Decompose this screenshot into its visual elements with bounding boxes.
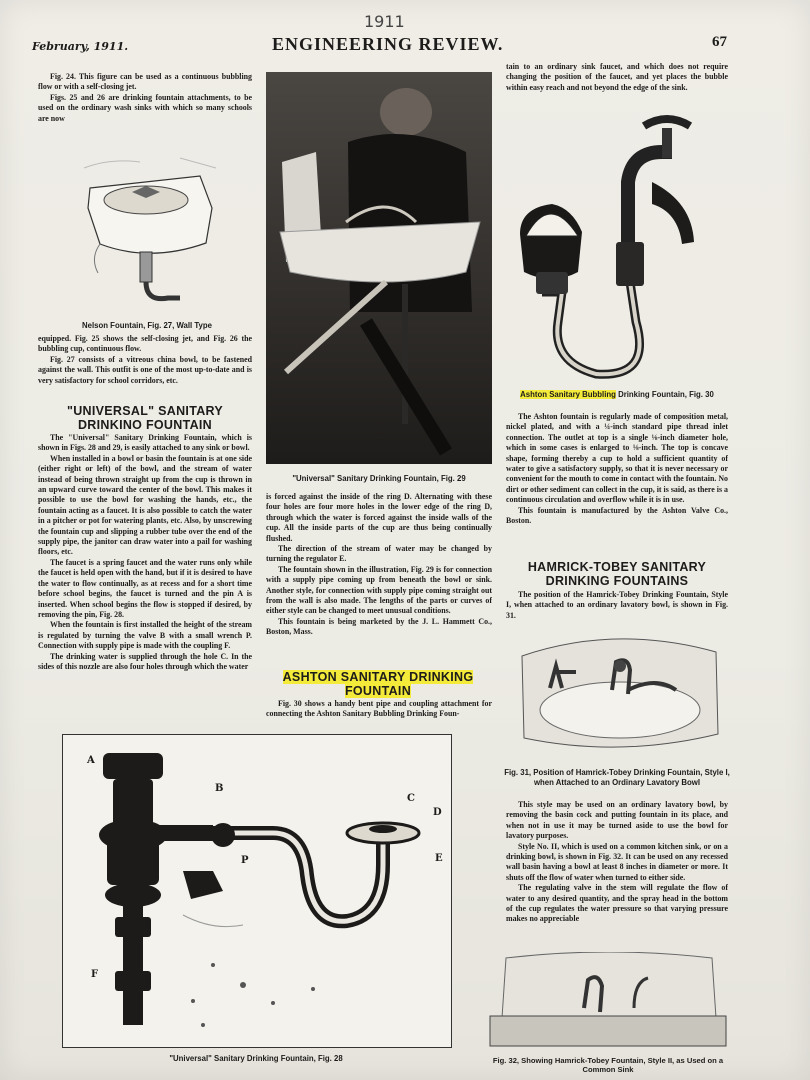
common-sink-illustration <box>484 952 732 1056</box>
paragraph: The direction of the stream of water may be changed by turning the regulator E. <box>266 544 492 564</box>
paragraph: is forced against the inside of the ring D. Alternating with these four holes are four more holes in the lower edge of the ring D, through which the water is forced against the inside walls of the cup. All the inside parts of the cup are thus being continually flushed. <box>266 492 492 543</box>
fig28-caption: "Universal" Sanitary Drinking Fountain, Fig. 28 <box>169 1054 343 1063</box>
boy-drinking-photo <box>266 72 492 464</box>
col3-hamrick-text <box>506 590 728 624</box>
universal-heading: "UNIVERSAL" SANITARY DRINKINO FOUNTAIN <box>66 404 224 432</box>
fig30-caption-highlight: Ashton Sanitary Bubbling <box>520 390 616 399</box>
label-e: E <box>435 853 443 864</box>
paragraph: The drinking water is supplied through the hole C. In the sides of this nozzle are also four holes through which the water <box>38 651 252 671</box>
universal-fountain-diagram <box>63 735 451 1047</box>
issue-date: February, 1911. <box>32 40 129 53</box>
col1-universal-text <box>38 433 252 721</box>
fig29-caption: "Universal" Sanitary Drinking Fountain, Fig. 29 <box>292 474 466 483</box>
paragraph: When installed in a bowl or basin the fountain is at one side (either right or left) of the bowl, and the stream of water instead of being thrown straight up from the cup is thrown in an upward curve toward the center of the bowl. This makes it possible to use the bowl for washing the hands, etc., the fountain acting as a faucet. It is also possible to catch the water in a pitcher or pot for watering plants, etc. Also, by unscrewing the fountain cup and slipping a rubber tube over the end of the supply pipe, the janitor can draw water into a pail for washing floors, etc. <box>38 453 252 557</box>
paragraph: Figs. 25 and 26 are drinking fountain attachments, to be used on the ordinary wash sinks with which so many schools are now <box>38 92 252 123</box>
label-p: P <box>241 855 249 866</box>
paragraph: tain to an ordinary sink faucet, and which does not require changing the position of the faucet, and yet places the bubble within easy reach and not beyond the edge of the sink. <box>506 62 728 92</box>
fig29-photo <box>266 72 492 464</box>
paragraph: This style may be used on an ordinary lavatory bowl, by removing the basin cock and putting fountain in its place, and when not in use it may be turned aside to use the bowl for lavatory purposes. <box>506 800 728 841</box>
handwritten-year: 1911 <box>364 12 405 31</box>
paragraph: Fig. 24. This figure can be used as a continuous bubbling flow or with a self-closing jet. <box>38 72 252 92</box>
fig30-caption-rest: Drinking Fountain, Fig. 30 <box>615 390 714 399</box>
nelson-fountain-figure <box>80 148 220 310</box>
ashton-heading-text: ASHTON SANITARY DRINKING FOUNTAIN <box>282 670 474 698</box>
fig30-figure <box>512 112 726 388</box>
paragraph: The fountain shown in the illustration, Fig. 29 is for connection with a supply pipe coming up from beneath the bowl or sink. Another style, for connection with supply pipe coming straight out from the wall is also made. The lengths of the parts or curves of either style can be changed to meet unusual conditions. <box>266 564 492 616</box>
fig30-caption <box>500 390 734 400</box>
col3-after-fig31 <box>506 800 728 950</box>
paragraph: The Ashton fountain is regularly made of composition metal, nickel plated, and with a ¼-inch standard pipe thread inlet connection. The outlet at top is a single ⅛-inch diameter hole, which in some cases is enlarged to ⅛-inch. The top is concave shape, forming thereby a cup to hold a sufficient quantity of water to give a satisfactory supply, so that it is never necessary or convenient for the mouth to come in contact with the fountain. No dirt or other sediment can collect in the cup, it is said, as there is a continuous circulation and overflow while it is in use. <box>506 412 728 505</box>
col2-text <box>266 492 492 658</box>
paragraph: The faucet is a spring faucet and the water runs only while the faucet is held open with the hand, but if it is desired to have the water to flow continually, as at recess and for a short time before school begins, the faucet is turned and the pin A is inserted. When school begins the flow is stopped if desired, by removing the pin, Fig. 28. <box>38 557 252 619</box>
paragraph: Fig. 30 shows a handy bent pipe and coupling attachment for connecting the Ashton Sanitary Bubbling Drinking Foun- <box>266 699 492 719</box>
fig27-caption: Nelson Fountain, Fig. 27, Wall Type <box>82 321 212 330</box>
paragraph: Style No. II, which is used on a common kitchen sink, or on a drinking bowl, is shown in Fig. 32. It can be used on any recessed wall basin having a bowl at least 8 inches in diameter or more. It shuts off the flow of water when turned to either side. <box>506 841 728 882</box>
paragraph: The position of the Hamrick-Tobey Drinking Fountain, Style I, when attached to an ordinary lavatory bowl, is shown in Fig. 31. <box>506 590 728 620</box>
paragraph: The "Universal" Sanitary Drinking Fountain, which is shown in Figs. 28 and 29, is easily attached to any sink or bowl. <box>38 433 252 453</box>
fig31-figure <box>516 626 722 756</box>
label-f: F <box>91 969 99 980</box>
fig28-figure <box>62 734 452 1048</box>
col2-ashton-text <box>266 699 492 731</box>
label-b: B <box>215 783 224 794</box>
label-c: C <box>407 793 415 804</box>
journal-title: ENGINEERING REVIEW. <box>272 34 504 54</box>
label-a: A <box>87 755 95 766</box>
ashton-fountain-illustration <box>512 112 726 388</box>
page-number: 67 <box>712 34 727 50</box>
fig32-figure <box>484 952 732 1056</box>
paragraph: The regulating valve in the stem will regulate the flow of water to any desired quantity, and the spray head in the bottom of the cup regulates the water pressure so that varying pressure makes no appreciable <box>506 883 728 924</box>
wall-sink-illustration <box>80 148 220 310</box>
paragraph: Fig. 27 consists of a vitreous china bowl, to be fastened against the wall. This outfit is one of the most up-to-date and is very satisfactory for school corridors, etc. <box>38 354 252 385</box>
label-d: D <box>433 807 442 818</box>
col3-ashton-desc <box>506 412 728 550</box>
fig31-caption: Fig. 31, Position of Hamrick-Tobey Drinking Fountain, Style I, when Attached to an Ordinary Lavatory Bowl <box>504 768 730 787</box>
paragraph: This fountain is being marketed by the J. L. Hammett Co., Boston, Mass. <box>266 616 492 637</box>
ashton-heading <box>262 670 494 698</box>
lavatory-bowl-illustration <box>516 626 722 756</box>
col3-top-text <box>506 62 728 106</box>
paragraph: equipped. Fig. 25 shows the self-closing jet, and Fig. 26 the bubbling cup, continuous flow. <box>38 334 252 354</box>
fig32-caption: Fig. 32, Showing Hamrick-Tobey Fountain, Style II, as Used on a Common Sink <box>492 1056 724 1074</box>
hamrick-heading: HAMRICK-TOBEY SANITARY DRINKING FOUNTAINS <box>527 560 707 588</box>
paragraph: This fountain is manufactured by the Ashton Valve Co., Boston. <box>506 505 728 526</box>
col1-fig27-text <box>38 334 252 400</box>
paragraph: When the fountain is first installed the height of the stream is regulated by turning the valve B with a small wrench P. Connection with supply pipe is made with the coupling F. <box>38 620 252 651</box>
col1-intro-text <box>38 72 252 138</box>
